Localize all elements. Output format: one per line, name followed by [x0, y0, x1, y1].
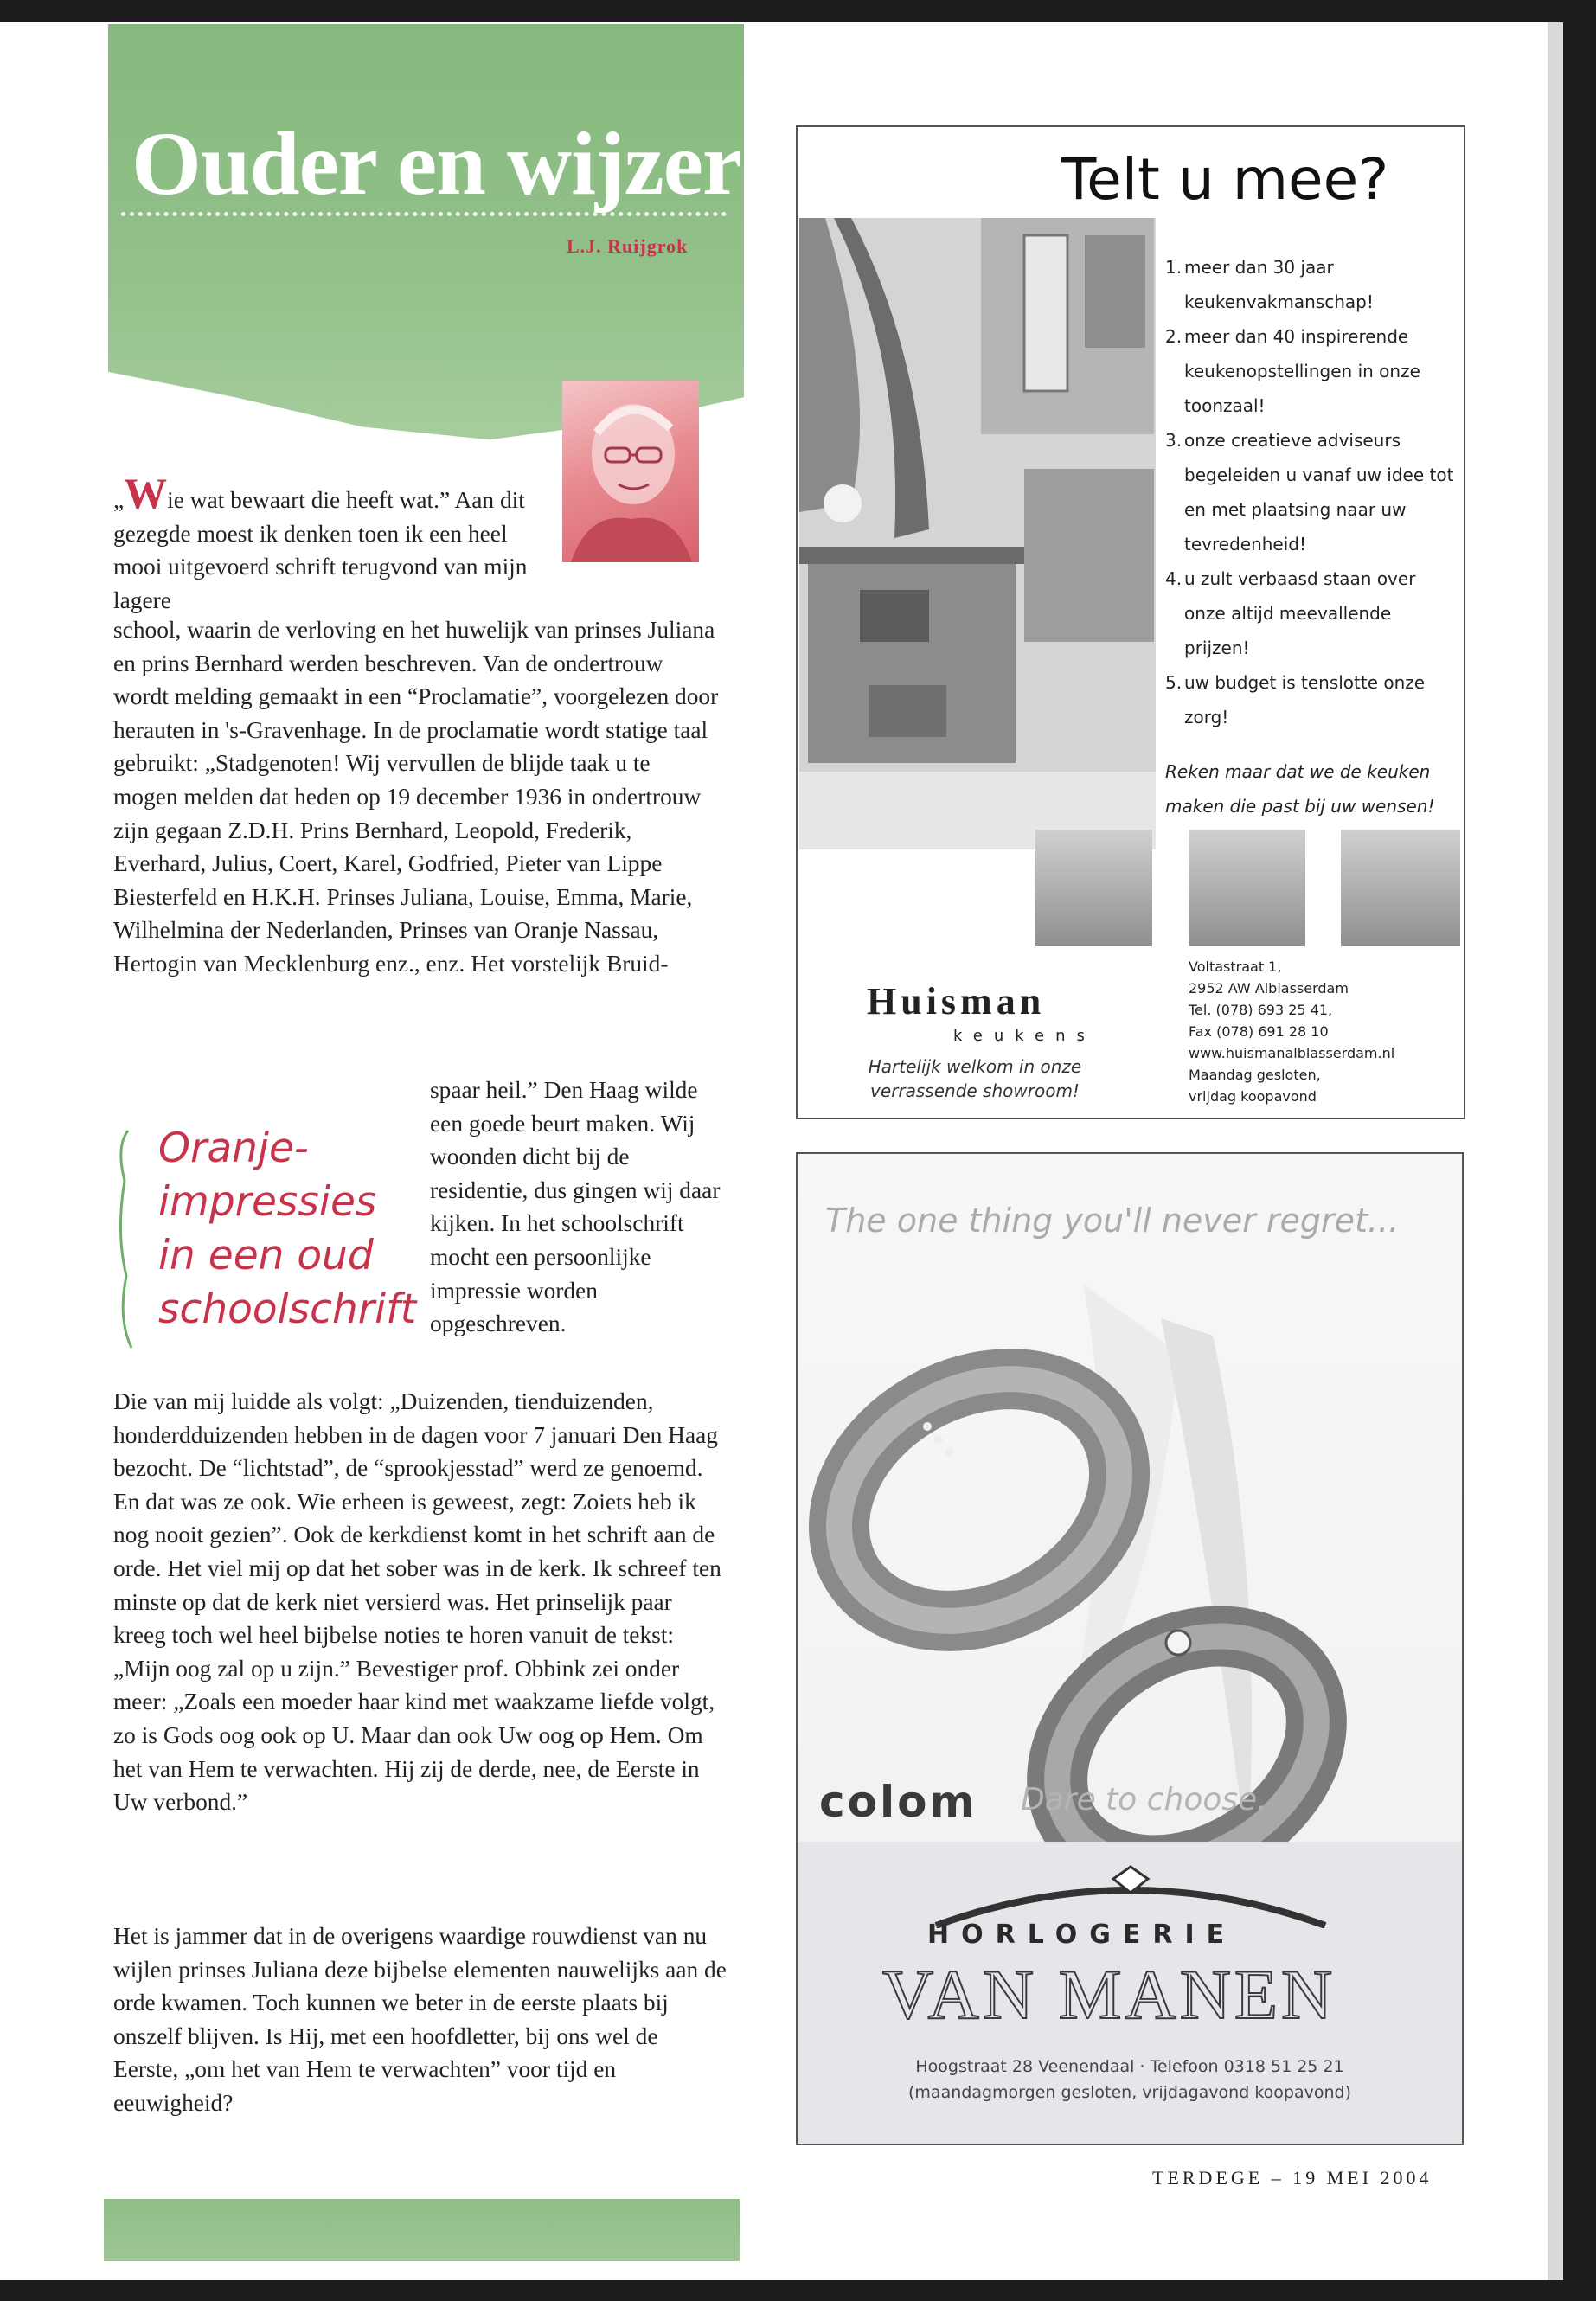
store-arc-ornament: [927, 1863, 1334, 1928]
paragraph-den-haag: spaar heil.” Den Haag wilde een goede beurt maken. Wij woonden dicht bij de residentie, dus gingen wij daar kijken. In het schoolschrift mocht een persoonlijke impressie worden opgeschreven.: [430, 1077, 721, 1337]
huisman-logo: Huisman: [867, 980, 1046, 1022]
colom-logo: colom: [819, 1777, 977, 1827]
ad-van-manen-tagline: The one thing you'll never regret...: [825, 1202, 1400, 1240]
ad-huisman-tagline: Reken maar dat we de keuken maken die past bij uw wensen!: [1165, 761, 1435, 817]
pull-quote: Oranje-impressies in een oud schoolschrift: [158, 1125, 417, 1333]
paragraph-intro: [113, 469, 529, 617]
benefit-list: [1165, 250, 1459, 734]
page-edge: [1548, 22, 1563, 2280]
thumb-photo: [1189, 830, 1305, 946]
thumb-photo: [1035, 830, 1152, 946]
list-item: 3. onze creatieve adviseurs begeleiden u vanaf uw idee tot en met plaatsing naar uw tevredenheid!: [1165, 430, 1454, 554]
huisman-welcome: Hartelijk welkom in onze verrassende showroom!: [868, 1056, 1082, 1101]
paragraph-closing: Het is jammer dat in de overigens waardige rouwdienst van nu wijlen prinses Juliana deze bijbelse elementen nauwelijks aan de orde kwamen. Toch kunnen we beter in de eerste plaats bij onszelf blijven. Is Hij, met een hoofdletter, bij ons wel de Eerste, „om het van Hem te verwachten” voor tijd en eeuwigheid?: [113, 1923, 727, 2116]
article-title: Ouder en wijzer: [131, 114, 742, 214]
ad-van-manen[interactable]: [796, 1152, 1464, 2145]
store-kind: HORLOGERIE: [927, 1920, 1237, 1950]
page-footer: TERDEGE – 19 MEI 2004: [1152, 2167, 1433, 2189]
store-name: VAN MANEN: [882, 1955, 1336, 2034]
paragraph-impression: Die van mij luidde als volgt: „Duizenden, tienduizenden, honderdduizenden hebben in de dagen voor 7 januari Den Haag bezocht. De “lichtstad”, de “sprookjesstad” werd ze genoemd. En dat was ze ook. Wie erheen is geweest, zegt: Zoiets heb ik nog nooit gezien”. Ook de kerkdienst komt in het schrift aan de orde. Het viel mij op dat het sober was in de kerk. Ik schreef ten minste op dat de kerk niet versierd was. Het prinselijk paar kreeg toch wel heel bijbelse noties te horen vanuit de tekst: „Mijn oog zal op u zijn.” Bevestiger prof. Obbink zei onder meer: „Zoals een moeder haar kind met waakzame liefde volgt, zo is Gods oog ook op U. Maar dan ook Uw oog op Hem. Om het van Hem te verwachten. Hij zij de derde, nee, de Eerste in Uw verbond.”: [113, 1388, 721, 1816]
ad-huisman-headline: Telt u mee?: [1061, 146, 1389, 213]
huisman-logo-sub: keukens: [953, 1027, 1096, 1045]
colom-tagline: Dare to choose.: [1021, 1782, 1267, 1817]
list-item: 5. uw budget is tenslotte onze zorg!: [1165, 672, 1426, 727]
bottom-band: [104, 2199, 740, 2261]
kitchen-photo: [799, 218, 1156, 849]
title-divider: [121, 212, 727, 216]
paragraph-proclamation: school, waarin de verloving en het huwelijk van prinses Juliana en prins Bernhard werden beschreven. Van de ondertrouw wordt melding gemaakt in een “Proclamatie”, voorgelezen door herauten in 's-Gravenhage. In de proclamatie wordt statige taal gebruikt: „Stadgenoten! Wij vervullen de blijde taak u te mogen melden dat heden op 19 december 1936 in ondertrouw zijn gegaan Z.D.H. Prins Bernhard, Leopold, Frederik, Everhard, Julius, Coert, Karel, Godfried, Pieter van Lippe Biesterfeld en H.K.H. Prinses Juliana, Louise, Emma, Marie, Wilhelmina der Nederlanden, Prinses van Oranje Nassau, Hertogin van Mecklenburg enz., enz. Het vorstelijk Bruid-: [113, 617, 719, 977]
list-item: 2. meer dan 40 inspirerende keukenopstellingen in onze toonzaal!: [1165, 326, 1420, 416]
store-address: Hoogstraat 28 Veenendaal · Telefoon 0318 51 25 21 (maandagmorgen gesloten, vrijdagavond koopavond): [908, 2057, 1351, 2102]
dropcap-letter: W: [124, 469, 168, 517]
page-frame-top: [0, 0, 1596, 22]
paragraph-intro-text: ie wat bewaart die heeft wat.” Aan dit gezegde moest ik denken toen ik een heel mooi uitgevoerd schrift terugvond van mijn lagere: [113, 487, 528, 613]
thumb-photo: [1341, 830, 1460, 946]
list-item: 4. u zult verbaasd staan over onze altijd meevallende prijzen!: [1165, 568, 1416, 658]
article-author: L.J. Ruijgrok: [567, 235, 689, 257]
author-photo: [562, 381, 699, 562]
ad-huisman[interactable]: [796, 125, 1465, 1119]
huisman-address: Voltastraat 1, 2952 AW Alblasserdam Tel. (078) 693 25 41, Fax (078) 691 28 10 www.huismanalblasserdam.nl Maandag gesloten, vrijdag koopavond: [1189, 958, 1395, 1105]
pull-quote-bracket: [112, 1129, 138, 1349]
list-item: 1. meer dan 30 jaar keukenvakmanschap!: [1165, 257, 1374, 312]
page-frame-right: [1563, 0, 1596, 2301]
page-frame-bottom: [0, 2280, 1596, 2301]
dropcap-quote: „: [113, 487, 125, 513]
